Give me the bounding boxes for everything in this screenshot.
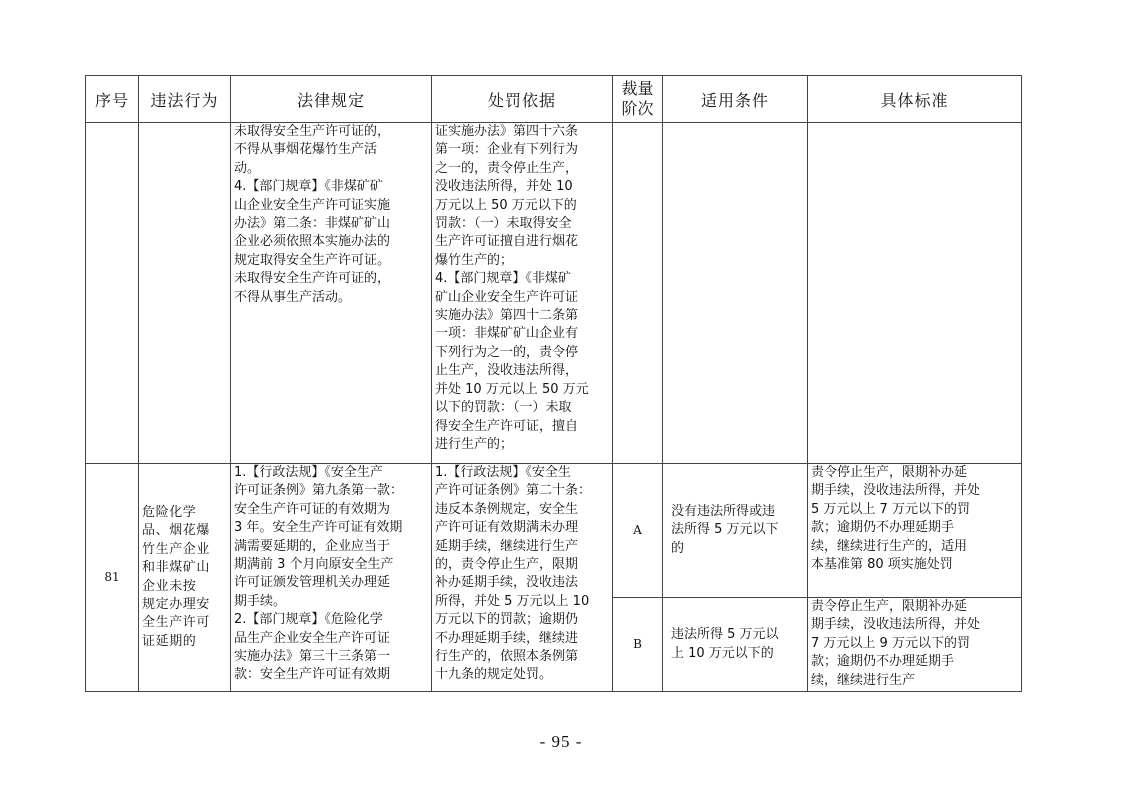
page-number: - 95 - bbox=[539, 732, 583, 751]
cell-empty bbox=[86, 123, 139, 464]
cell-law-continued: 未取得安全生产许可证的， 不得从事烟花爆竹生产活 动。 4.【部门规章】《非煤矿矿 山企业安全生产许可证实施 办法》第二条：非煤矿矿山 企业必须依照本实施办法的 规定取得安全生产许可证。 未取得安全生产许可证的， 不得从事生产活动。 bbox=[231, 123, 432, 464]
cell-empty bbox=[613, 123, 663, 464]
cell-level-condition: 违法所得 5 万元以 上 10 万元以下的 bbox=[663, 598, 808, 692]
cell-level-standard: 责令停止生产，限期补办延 期手续，没收违法所得，并处 5 万元以上 7 万元以下的罚 款；逾期仍不办理延期手 续，继续进行生产的，适用 本基准第 80 项实施处罚 bbox=[808, 464, 1022, 598]
table-row-continuation bbox=[86, 123, 1022, 464]
cell-empty bbox=[808, 123, 1022, 464]
cell-basis-continued: 证实施办法》第四十六条 第一项：企业有下列行为 之一的，责令停止生产， 没收违法所得，并处 10 万元以上 50 万元以下的 罚款：（一）未取得安全 生产许可证擅自进行烟花 爆竹生产的； 4.【部门规章】《非煤矿 矿山企业安全生产许可证 实施办法》第四十二条第 一项：非煤矿矿山企业有 下列行为之一的，责令停 止生产，没收违法所得， 并处 10 万元以上 50 万元 以下的罚款：（一）未取 得安全生产许可证，擅自 进行生产的； bbox=[432, 123, 613, 464]
header-sequence: 序号 bbox=[86, 76, 139, 123]
cell-level-grade: A bbox=[613, 464, 663, 598]
header-penalty-basis: 处罚依据 bbox=[432, 76, 613, 123]
penalty-discretion-table bbox=[85, 75, 1022, 692]
header-applicable-condition: 适用条件 bbox=[663, 76, 808, 123]
cell-violation: 危险化学 品、烟花爆 竹生产企业 和非煤矿山 企业未按 规定办理安 全生产许可 证延期的 bbox=[139, 464, 231, 692]
cell-law: 1.【行政法规】《安全生产 许可证条例》第九条第一款： 安全生产许可证的有效期为 3 年。安全生产许可证有效期 满需要延期的，企业应当于 期满前 3 个月向原安全生产 许可证颁发管理机关办理延 期手续。 2.【部门规章】《危险化学 品生产企业安全生产许可证 实施办法》第三十三条第一 款：安全生产许可证有效期 bbox=[231, 464, 432, 692]
cell-penalty-basis: 1.【行政法规】《安全生 产许可证条例》第二十条： 违反本条例规定，安全生 产许可证有效期满未办理 延期手续，继续进行生产 的，责令停止生产，限期 补办延期手续，没收违法 所得，并处 5 万元以上 10 万元以下的罚款；逾期仍 不办理延期手续，继续进 行生产的，依照本条例第 十九条的规定处罚。 bbox=[432, 464, 613, 692]
table-header-row bbox=[86, 76, 1022, 123]
header-specific-standard: 具体标准 bbox=[808, 76, 1022, 123]
table-row-81-level-a bbox=[86, 464, 1022, 598]
cell-empty bbox=[663, 123, 808, 464]
cell-level-standard: 责令停止生产，限期补办延 期手续，没收违法所得，并处 7 万元以上 9 万元以下的罚 款；逾期仍不办理延期手 续，继续进行生产 bbox=[808, 598, 1022, 692]
header-law: 法律规定 bbox=[231, 76, 432, 123]
cell-empty bbox=[139, 123, 231, 464]
cell-row-number: 81 bbox=[86, 464, 139, 692]
cell-level-grade: B bbox=[613, 598, 663, 692]
header-discretion-level: 裁量 阶次 bbox=[613, 76, 663, 123]
header-violation: 违法行为 bbox=[139, 76, 231, 123]
cell-level-condition: 没有违法所得或违 法所得 5 万元以下 的 bbox=[663, 464, 808, 598]
